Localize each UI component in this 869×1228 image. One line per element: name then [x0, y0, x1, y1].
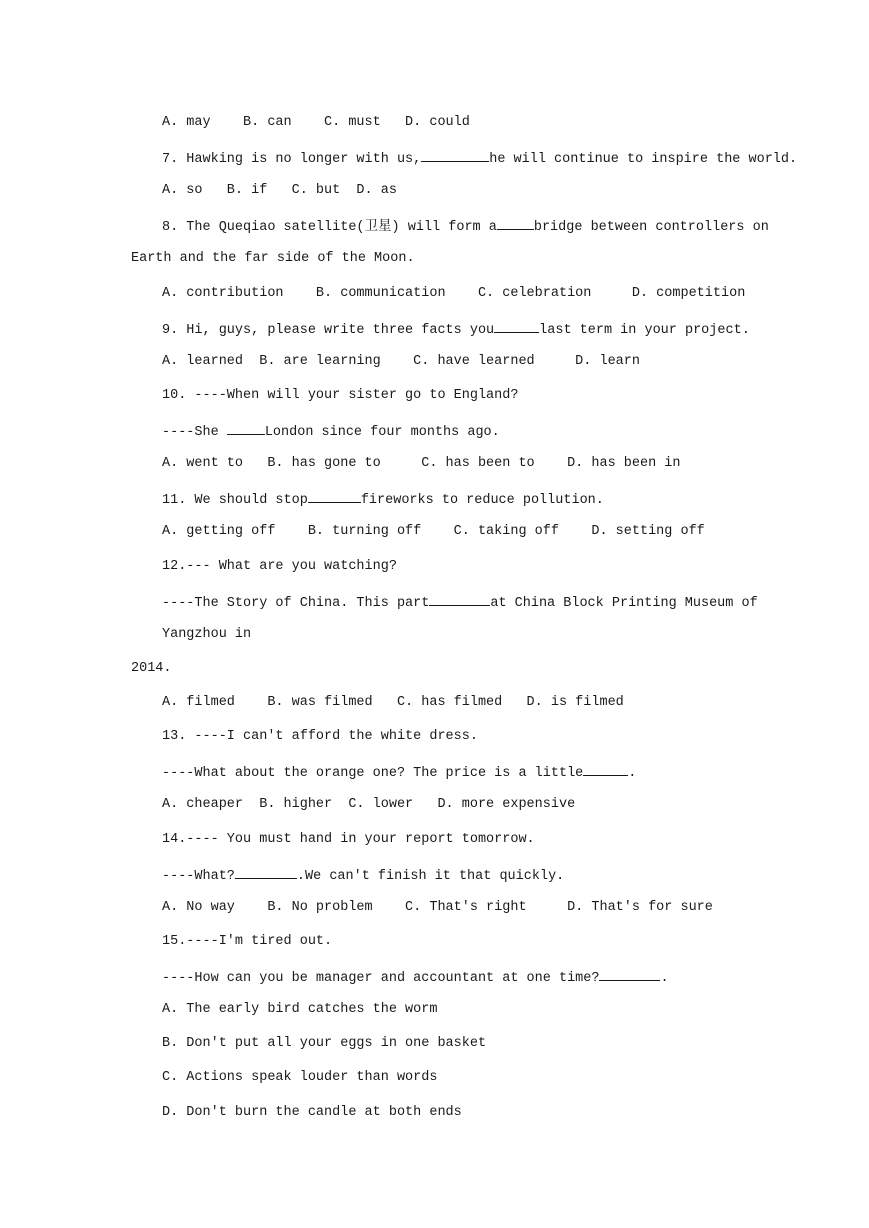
q10-answer: ----She London since four months ago. [162, 421, 500, 442]
q13-question: 13. ----I can't afford the white dress. [162, 729, 478, 744]
q10-options: A. went to B. has gone to C. has been to D. has been in [162, 456, 681, 471]
answer-blank [235, 865, 297, 879]
q14-question: 14.---- You must hand in your report tomorrow. [162, 832, 535, 847]
q13-options: A. cheaper B. higher C. lower D. more expensive [162, 797, 576, 812]
answer-blank [227, 421, 265, 435]
q6-options: A. may B. can C. must D. could [162, 115, 470, 130]
q15-option-b: B. Don't put all your eggs in one basket [162, 1036, 487, 1051]
q8-options: A. contribution B. communication C. celebration D. competition [162, 286, 746, 301]
q14-answer: ----What? .We can't finish it that quickly. [162, 865, 564, 886]
q9-stem: 9. Hi, guys, please write three facts you last term in your project. [162, 319, 750, 340]
answer-blank [429, 592, 490, 606]
q11-options: A. getting off B. turning off C. taking off D. setting off [162, 524, 705, 539]
answer-blank [308, 489, 361, 503]
answer-blank [494, 319, 539, 333]
q15-option-a: A. The early bird catches the worm [162, 1002, 438, 1017]
q9-options: A. learned B. are learning C. have learned D. learn [162, 354, 640, 369]
q12-answer: ----The Story of China. This part at China Block Printing Museum of [162, 592, 758, 613]
q7-options: A. so B. if C. but D. as [162, 183, 397, 198]
answer-blank [599, 967, 660, 981]
q15-question: 15.----I'm tired out. [162, 934, 333, 949]
q10-question: 10. ----When will your sister go to England? [162, 388, 519, 403]
q12-options: A. filmed B. was filmed C. has filmed D. is filmed [162, 695, 624, 710]
q14-options: A. No way B. No problem C. That's right D. That's for sure [162, 900, 713, 915]
answer-blank [421, 148, 489, 162]
q12-answer-continued: Yangzhou in [162, 627, 252, 642]
q12-question: 12.--- What are you watching? [162, 559, 397, 574]
q11-stem: 11. We should stop fireworks to reduce pollution. [162, 489, 604, 510]
q8-stem-continued: Earth and the far side of the Moon. [131, 251, 415, 266]
answer-blank [497, 216, 534, 230]
q15-option-d: D. Don't burn the candle at both ends [162, 1105, 462, 1120]
q8-stem: 8. The Queqiao satellite(卫星) will form a bridge between controllers on [162, 216, 769, 237]
answer-blank [583, 762, 628, 776]
q13-answer: ----What about the orange one? The price is a little . [162, 762, 636, 783]
q15-answer: ----How can you be manager and accountant at one time? . [162, 967, 669, 988]
q7-stem: 7. Hawking is no longer with us, he will continue to inspire the world. [162, 148, 797, 169]
q12-answer-year: 2014. [131, 661, 172, 676]
q15-option-c: C. Actions speak louder than words [162, 1070, 438, 1085]
